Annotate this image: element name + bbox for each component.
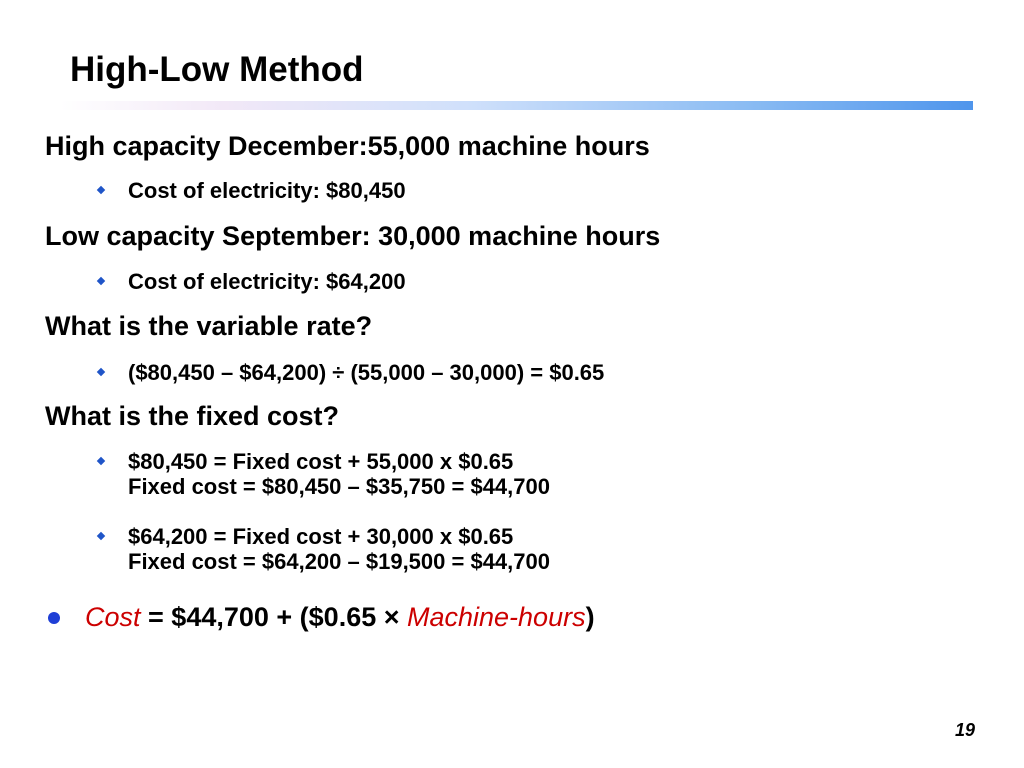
sub-item-variable-rate-calc [128,360,604,385]
sub-item-line: Fixed cost = $64,200 – $19,500 = $44,700 [128,549,550,574]
page-number: 19 [955,720,976,740]
formula-close: ) [585,602,595,632]
sub-item-line: ($80,450 – $64,200) ÷ (55,000 – 30,000) = $0.65 [128,360,605,385]
sub-item-low-cost [128,269,406,294]
sub-item-line: $80,450 = Fixed cost + 55,000 x $0.65 [128,449,514,474]
diamond-bullet-icon [97,277,105,285]
heading-high-capacity: High capacity December:55,000 machine hours [45,131,650,161]
heading-variable-rate: What is the variable rate? [45,311,373,341]
heading-low-capacity: Low capacity September: 30,000 machine hours [45,221,661,251]
sub-item-fixed-cost-high [128,449,550,499]
diamond-bullet-icon [97,457,105,465]
diamond-bullet-icon [97,186,105,194]
heading-fixed-cost: What is the fixed cost? [45,401,340,431]
sub-item-line: Fixed cost = $80,450 – $35,750 = $44,700 [128,474,550,499]
slide-title: High-Low Method [70,50,364,89]
title-underline [60,101,973,110]
diamond-bullet-icon [97,532,105,540]
formula-middle: = $44,700 + ($0.65 × [140,602,407,632]
sub-item-fixed-cost-low [128,524,550,574]
sub-item-line: Cost of electricity: $80,450 [128,178,406,203]
sub-item-line: $64,200 = Fixed cost + 30,000 x $0.65 [128,524,514,549]
diamond-bullet-icon [97,368,105,376]
round-bullet-icon [48,612,60,624]
formula-driver-word: Machine-hours [407,602,586,632]
sub-item-line: Cost of electricity: $64,200 [128,269,406,294]
formula-cost-word: Cost [85,602,141,632]
cost-formula [85,604,595,631]
sub-item-high-cost [128,178,406,203]
